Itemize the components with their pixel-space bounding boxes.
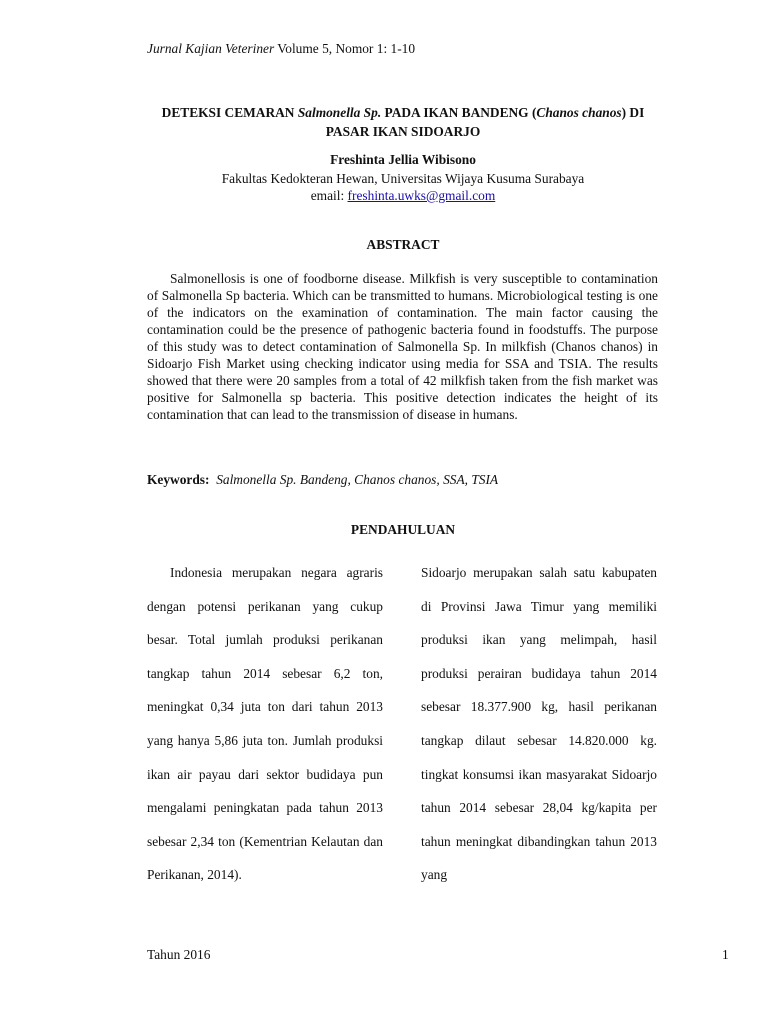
section-heading: PENDAHULUAN [350, 522, 456, 537]
author-email-line [147, 188, 659, 204]
email-label: email: [310, 188, 348, 203]
journal-name: Jurnal Kajian Veteriner [147, 41, 275, 56]
footer-year: Tahun 2016 [147, 947, 211, 962]
journal-volume: Volume 5, Nomor 1: 1-10 [274, 41, 416, 56]
body-right-column: Sidoarjo merupakan salah satu kabupaten di Provinsi Jawa Timur yang memiliki produksi ikan yang melimpah, hasil produksi perairan budidaya tahun 2014 sebesar 18.377.900 kg, hasil perikanan tangkap dilaut sebesar 14.820.000 kg. tingkat konsumsi ikan masyarakat Sidoarjo tahun 2014 sebesar 28,04 kg/kapita per tahun meningkat dibandingkan tahun 2013 yang [421, 565, 657, 883]
email-link[interactable]: freshinta.uwks@gmail.com [347, 188, 496, 203]
title-part-2: PADA IKAN BANDENG ( [381, 105, 537, 120]
paper-title [147, 103, 659, 141]
keywords-label: Keywords: [147, 472, 210, 487]
title-italic-2: Chanos chanos [536, 105, 622, 120]
author-name: Freshinta Jellia Wibisono [330, 152, 476, 167]
abstract-body: Salmonellosis is one of foodborne disease. Milkfish is very susceptible to contamination of Salmonella Sp bacteria. Which can be transmitted to humans. Microbiological testing is one of the indicators on the examination of contamination. The main factor causing the contamination could be the presence of pathogenic bacteria found in foodstuffs. The purpose of this study was to detect contamination of Salmonella Sp. In milkfish (Chanos chanos) in Sidoarjo Fish Market using checking indicator using media for SSA and TSIA. The results showed that there were 20 samples from a total of 42 milkfish taken from the fish market was positive for Salmonella sp bacteria. This positive detection indicates the height of its contamination that can lead to the transmission of disease in humans. [147, 271, 658, 422]
keywords-list: Salmonella Sp. Bandeng, Chanos chanos, SSA, TSIA [216, 472, 499, 487]
author-affiliation: Fakultas Kedokteran Hewan, Universitas Wijaya Kusuma Surabaya [221, 171, 585, 186]
keywords-line [147, 472, 659, 488]
title-part-1: DETEKSI CEMARAN [161, 105, 298, 120]
abstract-heading: ABSTRACT [366, 237, 440, 252]
body-left-column: Indonesia merupakan negara agraris dengan potensi perikanan yang cukup besar. Total jumlah produksi perikanan tangkap tahun 2014 sebesar 6,2 ton, meningkat 0,34 juta ton dari tahun 2013 yang hanya 5,86 juta ton. Jumlah produksi ikan air payau dari sektor budidaya pun mengalami peningkatan pada tahun 2013 sebesar 2,34 ton (Kementrian Kelautan dan Perikanan, 2014). [147, 565, 383, 883]
journal-header [147, 41, 415, 57]
title-italic-1: Salmonella Sp. [297, 105, 382, 120]
page-number: 1 [722, 947, 729, 962]
title-part-3: ) DI PASAR IKAN SIDOARJO [325, 105, 645, 139]
